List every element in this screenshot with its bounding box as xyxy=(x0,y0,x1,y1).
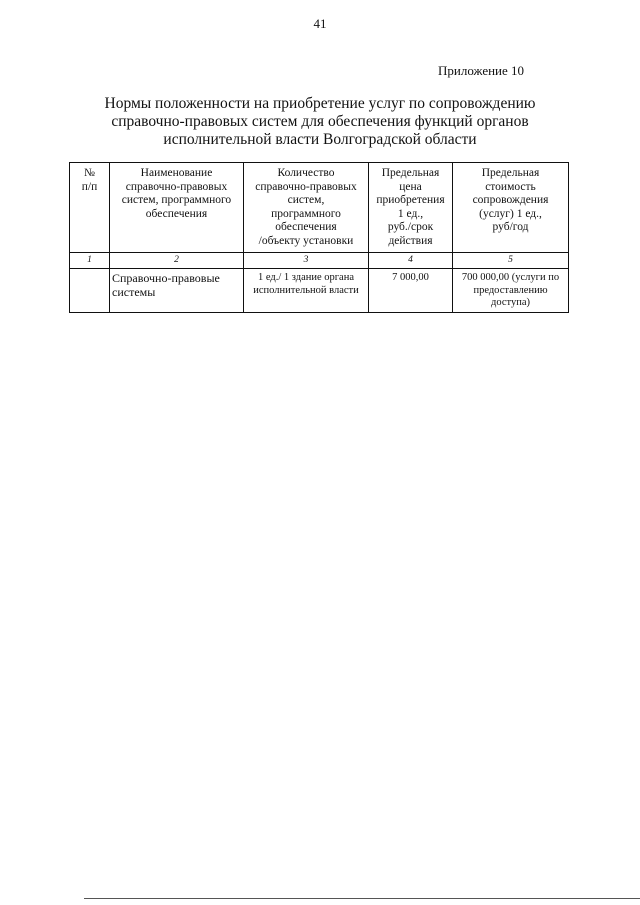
column-number: 3 xyxy=(244,253,369,269)
scan-edge-line xyxy=(84,898,640,899)
title-line: справочно-правовых систем для обеспечения функций органов xyxy=(111,113,529,130)
table-header-row xyxy=(70,163,569,253)
header-quantity: Количество справочно-правовых систем, программного обеспечения /объекту установки xyxy=(244,163,369,253)
price-cell: 7 000,00 xyxy=(369,269,453,313)
norms-table xyxy=(69,162,569,313)
title-line: Нормы положенности на приобретение услуг по сопровождению xyxy=(104,95,536,112)
column-number: 5 xyxy=(453,253,569,269)
header-name: Наименование справочно-правовых систем, программного обеспечения xyxy=(110,163,244,253)
header-number: № п/п xyxy=(70,163,110,253)
service-name-cell: Справочно-правовые системы xyxy=(110,269,244,313)
column-number: 1 xyxy=(70,253,110,269)
appendix-label: Приложение 10 xyxy=(438,63,525,78)
column-number: 4 xyxy=(369,253,453,269)
document-title xyxy=(60,95,580,149)
quantity-cell: 1 ед./ 1 здание органа исполнительной власти xyxy=(244,269,369,313)
page-number: 41 xyxy=(313,16,327,31)
table-row xyxy=(70,269,569,313)
column-number-row xyxy=(70,253,569,269)
header-cost: Предельная стоимость сопровождения (услуг) 1 ед., руб/год xyxy=(453,163,569,253)
cost-cell: 700 000,00 (услуги по предоставлению доступа) xyxy=(453,269,569,313)
header-price: Предельная цена приобретения 1 ед., руб./срок действия xyxy=(369,163,453,253)
row-number-cell xyxy=(70,269,110,313)
column-number: 2 xyxy=(110,253,244,269)
title-line: исполнительной власти Волгоградской области xyxy=(163,131,477,148)
